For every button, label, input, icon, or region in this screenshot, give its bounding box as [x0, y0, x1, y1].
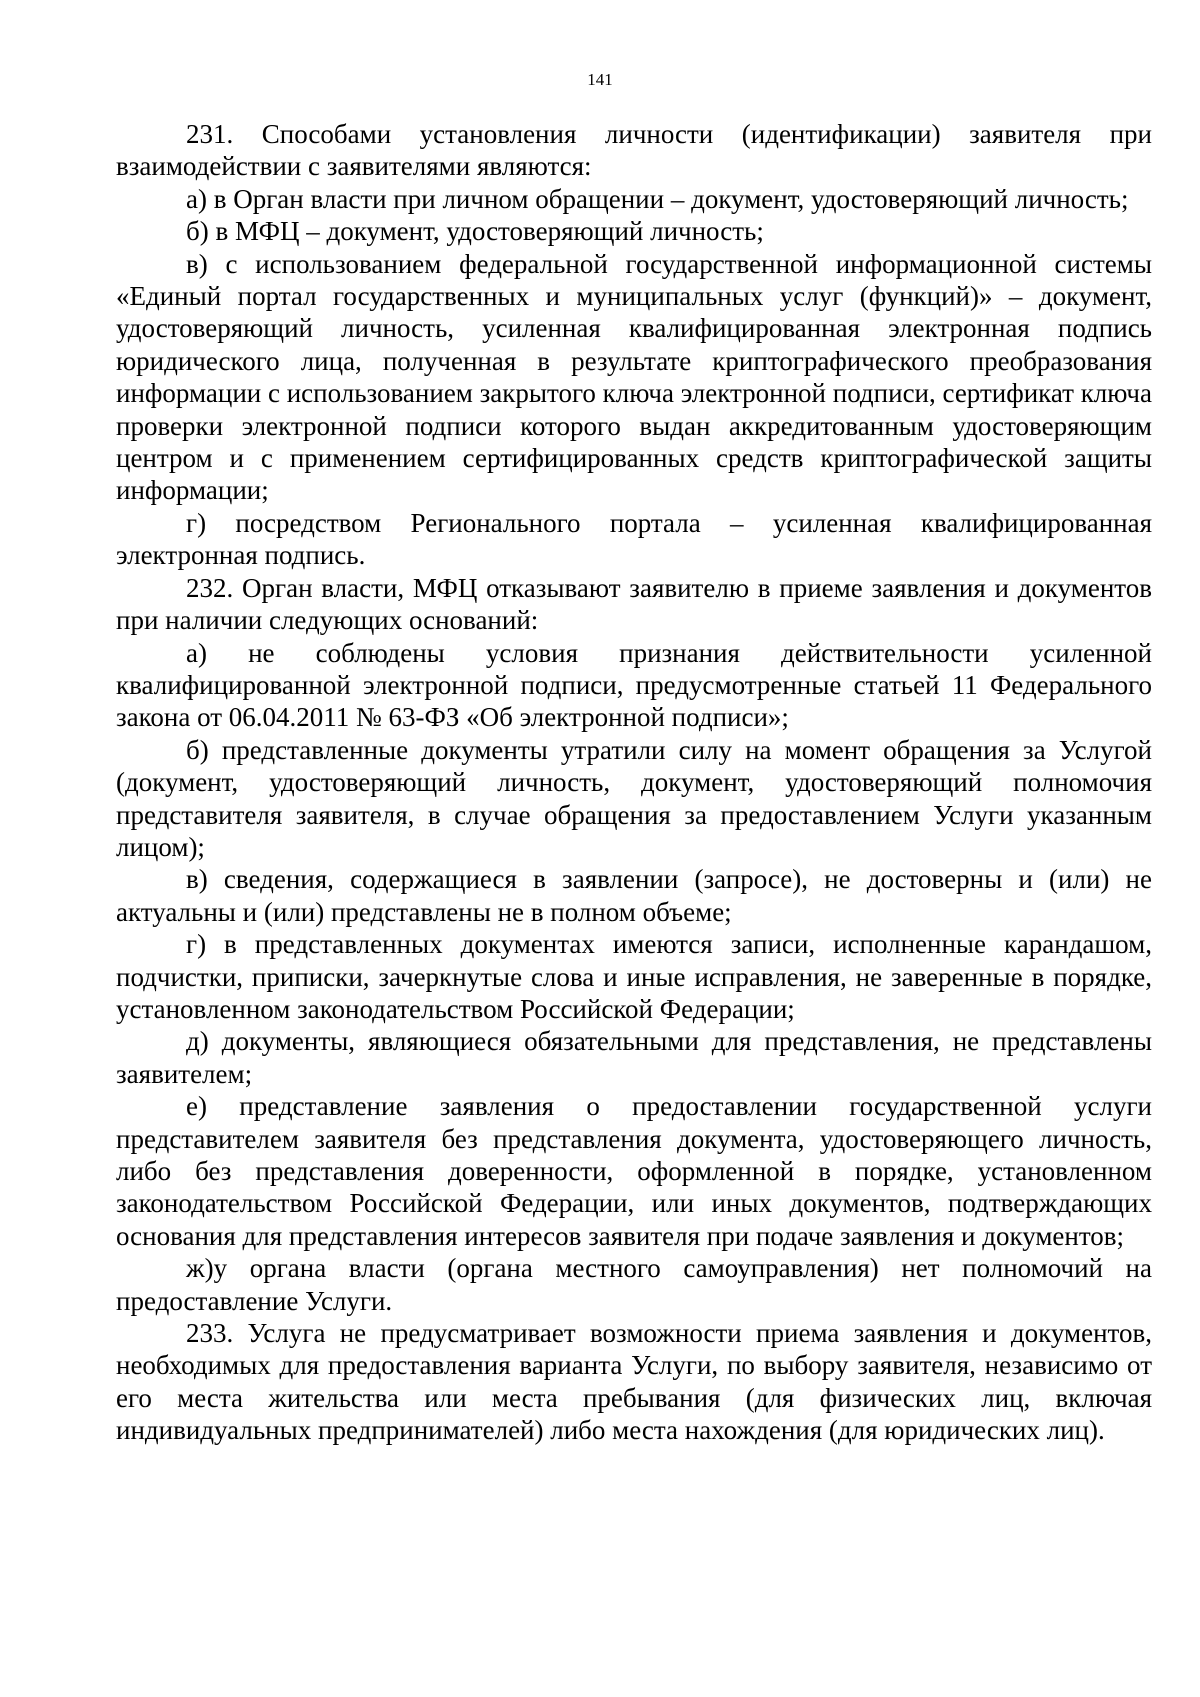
- paragraph-232-a: а) не соблюдены условия признания действительности усиленной квалифицированной электронной подписи, предусмотренные статьей 11 Федерального закона от 06.04.2011 № 63-ФЗ «Об электронной подписи»;: [116, 637, 1152, 733]
- document-body: [116, 118, 1152, 1447]
- paragraph-232-v: в) сведения, содержащиеся в заявлении (запросе), не достоверны и (или) не актуальны и (или) представлены не в полном объеме;: [116, 864, 1152, 927]
- paragraph-232: 232. Орган власти, МФЦ отказывают заявителю в приеме заявления и документов при наличии следующих оснований:: [116, 572, 1152, 636]
- paragraph-231: 231. Способами установления личности (идентификации) заявителя при взаимодействии с заявителями являются:: [116, 119, 1152, 182]
- paragraph-232-g: г) в представленных документах имеются записи, исполненные карандашом, подчистки, приписки, зачеркнутые слова и иные исправления, не заверенные в порядке, установленном законодательством Российской Федерации;: [116, 929, 1152, 1024]
- paragraph-231-g: г) посредством Регионального портала – усиленная квалифицированная электронная подпись.: [116, 507, 1152, 571]
- paragraph-232-b: б) представленные документы утратили силу на момент обращения за Услугой (документ, удостоверяющий личность, документ, удостоверяющий полномочия представителя заявителя, в случае обращения за предоставлением Услуги указанным лицом);: [116, 734, 1152, 862]
- paragraph-233: 233. Услуга не предусматривает возможности приема заявления и документов, необходимых для предоставления варианта Услуги, по выбору заявителя, независимо от его места жительства или места пребывания (для физических лиц, включая индивидуальных предпринимателей) либо места нахождения (для юридических лиц).: [116, 1318, 1152, 1446]
- paragraph-232-e: е) представление заявления о предоставлении государственной услуги представителем заявителя без представления документа, удостоверяющего личность, либо без представления доверенности, оформленной в порядке, установленном законодательством Российской Федерации, или иных документов, подтверждающих основания для представления интересов заявителя при подаче заявления и документов;: [116, 1091, 1152, 1251]
- paragraph-232-d: д) документы, являющиеся обязательными для представления, не представлены заявителем;: [116, 1026, 1152, 1089]
- paragraph-231-b: б) в МФЦ – документ, удостоверяющий личность;: [186, 216, 764, 247]
- page-number: 141: [587, 70, 613, 89]
- paragraph-232-zh: ж)у органа власти (органа местного самоуправления) нет полномочий на предоставление Услуги.: [116, 1253, 1152, 1316]
- paragraph-231-a: а) в Орган власти при личном обращении – документ, удостоверяющий личность;: [186, 183, 1129, 214]
- paragraph-231-v: в) с использованием федеральной государственной информационной системы «Единый портал государственных и муниципальных услуг (функций)» – документ, удостоверяющий личность, усиленная квалифицированная электронная подпись юридического лица, полученная в результате криптографического преобразования информации с использованием закрытого ключа электронной подписи, сертификат ключа проверки электронной подписи которого выдан аккредитованным удостоверяющим центром и с применением сертифицированных средств криптографической защиты информации;: [116, 248, 1152, 506]
